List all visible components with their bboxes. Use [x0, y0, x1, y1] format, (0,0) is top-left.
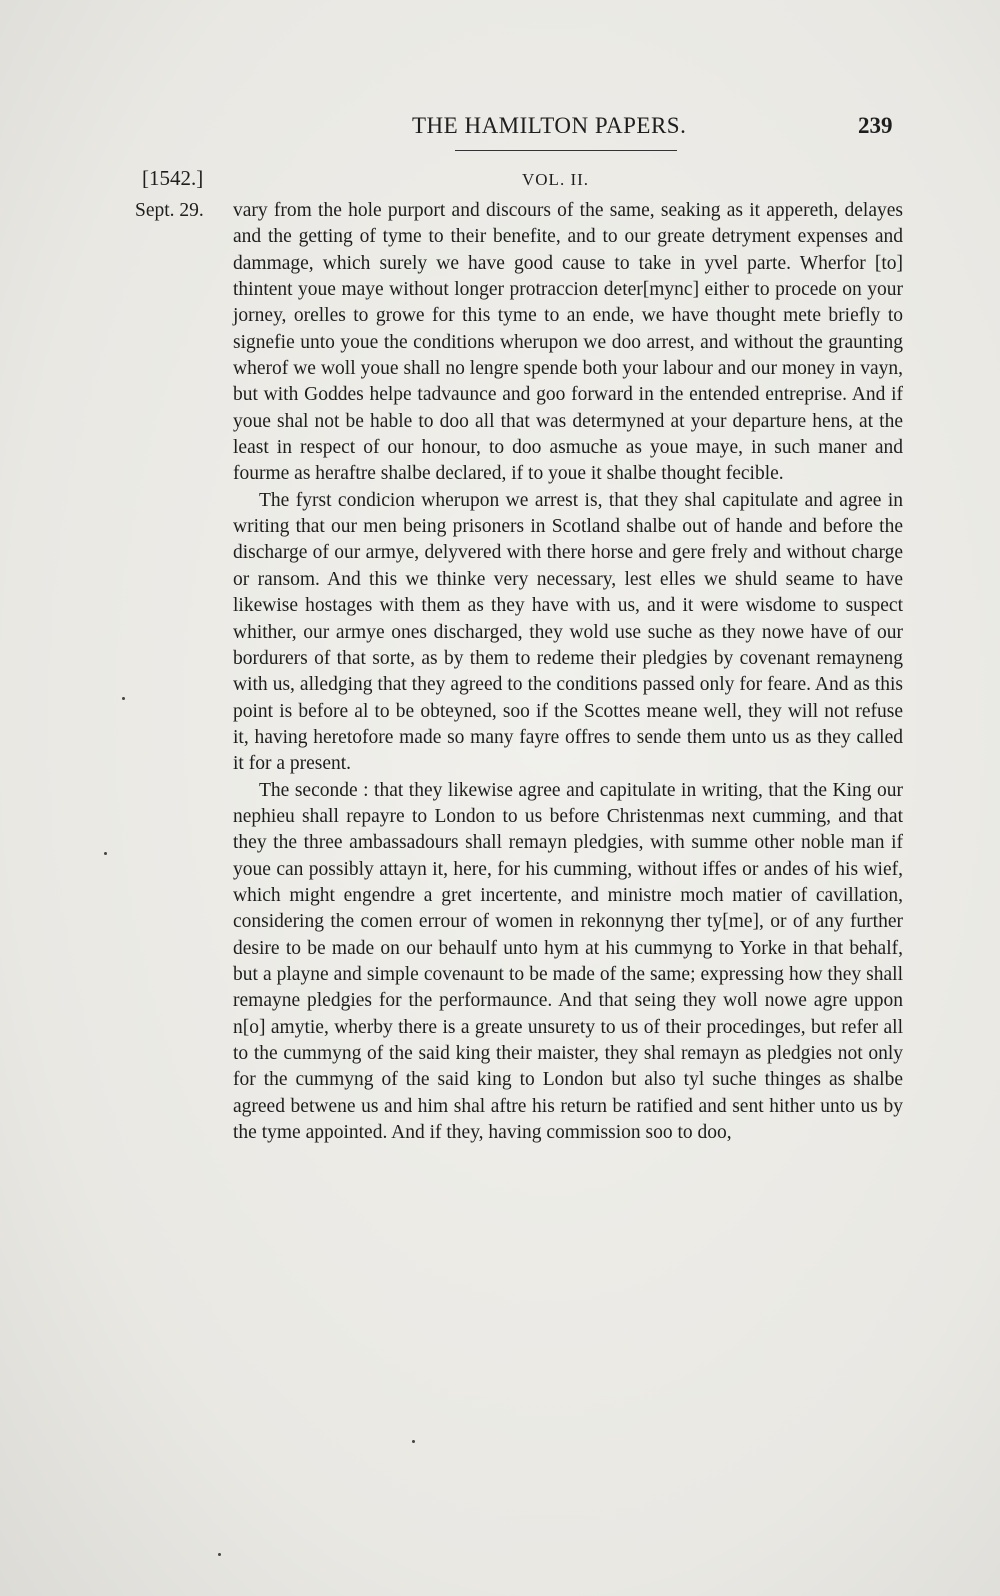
header-rule — [455, 150, 677, 151]
page-header — [0, 113, 1000, 153]
print-speck — [104, 852, 107, 855]
year-label: [1542.] — [142, 166, 204, 190]
body-text — [233, 198, 903, 1146]
print-speck — [218, 1553, 221, 1556]
margin-date: Sept. 29. — [135, 200, 204, 221]
print-speck — [122, 697, 125, 700]
print-speck — [412, 1440, 415, 1443]
page-number: 239 — [858, 113, 893, 138]
paragraph: vary from the hole purport and discours of the same, seaking as it appereth, delayes and the getting of tyme to their benefite, and to our greate detryment expenses and dammage, which surely we have good cause to take in yvel parte. Wherfor [to] thintent youe maye without longer protraccion deter[mync] either to procede on your jorney, orelles to growe for this tyme to an ende, we have thought mete briefly to signefie unto youe the conditions wherupon we doo arrest, and without the graunting wherof we woll youe shall no lengre spende both your labour and our money in vayn, but with Goddes helpe tadvaunce and goo forward in the entended entreprise. And if youe shal not be hable to doo all that was determyned at your departure hens, at the least in respect of our honour, to doo asmuche as youe maye, in such maner and fourme as heraftre shalbe declared, if to youe it shalbe thought fecible. — [233, 200, 903, 485]
volume-label: VOL. II. — [522, 170, 590, 189]
paragraph: The seconde : that they likewise agree and capitulate in writing, that the King our nephieu shall repayre to London to us before Christenmas next cumming, and that they the three ambassadours shall remayn pledgies, with summe other noble man if youe can possibly attayn it, here, for his cumming, without iffes or andes of his wief, which might engendre a gret incertente, and ministre moch matier of cavillation, considering the comen errour of women in rekonnyng ther ty[me], or of any further desire to be made on our behaulf unto hym at his cummyng to Yorke in that behalf, but a playne and simple covenaunt to be made of the same; expressing how they shall remayne pledgies for the performaunce. And that seing they woll nowe agre uppon n[o] amytie, wherby there is a greate unsurety to us of their procedinges, but refer all to the cummyng of the said king their maister, they shal remayn as pledgies not only for the cummyng of the said king to London but also tyl suche thinges as shalbe agreed betwene us and him shal aftre his return be ratified and sent hither unto us by the tyme appointed. And if they, having commission soo to doo, — [233, 779, 903, 1144]
running-title: THE HAMILTON PAPERS. — [412, 113, 687, 138]
paragraph: The fyrst condicion wherupon we arrest is, that they shal capitulate and agree in writing that our men being prisoners in Scotland shalbe out of hande and before the discharge of our armye, delyvered with there horse and gere frely and without charge or ransom. And this we thinke very necessary, lest elles we shuld seame to have likewise hostages with them as they have with us, and it were wisdome to suspect whither, our armye ones discharged, they wold use suche as they nowe have of our bordurers of that sorte, as by them to redeme their pledgies by covenant remayneng with us, alledging that they agreed to the conditions passed only for feare. And as this point is before al to be obteyned, soo if the Scottes meane well, they will not refuse it, having heretofore made so many fayre offres to sende them unto us as they called it for a present. — [233, 489, 903, 775]
